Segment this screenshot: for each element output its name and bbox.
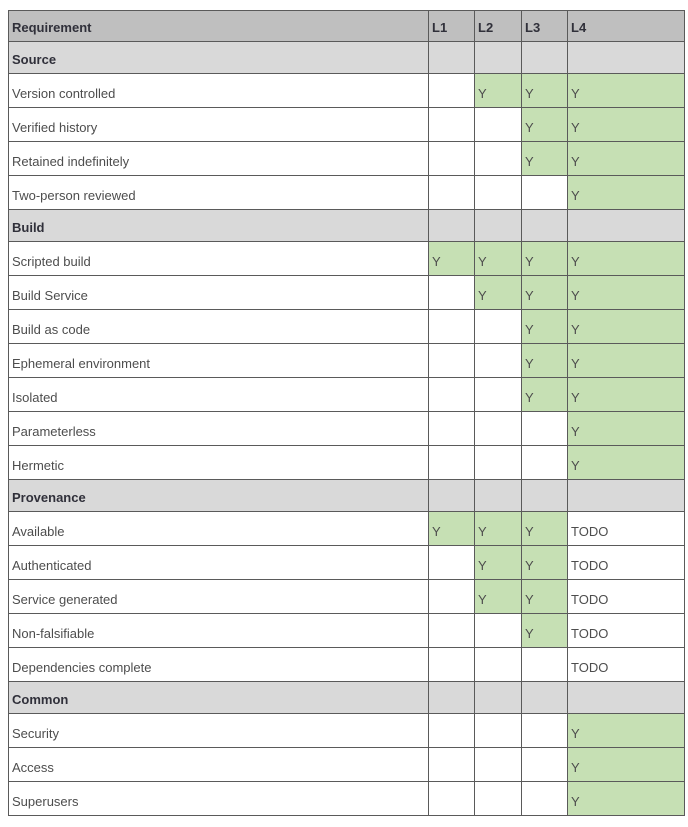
level-cell: Y — [568, 748, 685, 782]
level-cell — [429, 412, 475, 446]
section-label: Common — [9, 682, 429, 714]
section-empty-cell — [475, 480, 522, 512]
requirement-row — [9, 580, 685, 614]
level-cell — [429, 276, 475, 310]
level-cell: Y — [568, 108, 685, 142]
level-cell: Y — [475, 242, 522, 276]
level-cell: Y — [475, 512, 522, 546]
table-header-row — [9, 11, 685, 42]
requirement-row — [9, 344, 685, 378]
requirement-label: Dependencies complete — [9, 648, 429, 682]
section-empty-cell — [522, 480, 568, 512]
level-cell: Y — [522, 108, 568, 142]
requirement-label: Two-person reviewed — [9, 176, 429, 210]
level-cell: Y — [568, 344, 685, 378]
level-cell — [522, 446, 568, 480]
level-cell: Y — [522, 344, 568, 378]
level-cell — [429, 378, 475, 412]
level-cell — [522, 648, 568, 682]
level-cell: Y — [475, 276, 522, 310]
level-cell — [475, 748, 522, 782]
level-cell — [429, 648, 475, 682]
section-label: Build — [9, 210, 429, 242]
requirement-label: Access — [9, 748, 429, 782]
level-cell — [429, 614, 475, 648]
level-cell — [522, 176, 568, 210]
requirement-label: Parameterless — [9, 412, 429, 446]
level-cell — [429, 546, 475, 580]
section-empty-cell — [429, 480, 475, 512]
requirement-label: Isolated — [9, 378, 429, 412]
column-header-l2: L2 — [475, 11, 522, 42]
requirements-table-container — [8, 10, 685, 816]
level-cell: Y — [429, 512, 475, 546]
level-cell: TODO — [568, 580, 685, 614]
level-cell — [475, 108, 522, 142]
level-cell: Y — [522, 74, 568, 108]
level-cell — [475, 378, 522, 412]
level-cell — [475, 782, 522, 816]
level-cell — [429, 344, 475, 378]
level-cell — [522, 748, 568, 782]
level-cell — [475, 648, 522, 682]
section-empty-cell — [475, 682, 522, 714]
section-row-build — [9, 210, 685, 242]
requirement-label: Verified history — [9, 108, 429, 142]
level-cell — [429, 142, 475, 176]
requirement-row — [9, 446, 685, 480]
section-empty-cell — [568, 210, 685, 242]
requirement-label: Version controlled — [9, 74, 429, 108]
requirement-row — [9, 748, 685, 782]
level-cell — [475, 714, 522, 748]
section-empty-cell — [429, 210, 475, 242]
level-cell: Y — [568, 714, 685, 748]
requirement-label: Hermetic — [9, 446, 429, 480]
section-row-provenance — [9, 480, 685, 512]
level-cell: TODO — [568, 648, 685, 682]
requirement-row — [9, 378, 685, 412]
requirement-row — [9, 310, 685, 344]
level-cell: Y — [568, 176, 685, 210]
level-cell — [429, 74, 475, 108]
level-cell — [475, 614, 522, 648]
requirement-label: Build as code — [9, 310, 429, 344]
section-empty-cell — [568, 42, 685, 74]
requirement-label: Scripted build — [9, 242, 429, 276]
level-cell: Y — [522, 276, 568, 310]
section-row-source — [9, 42, 685, 74]
table-body — [9, 42, 685, 816]
level-cell: Y — [522, 142, 568, 176]
requirement-label: Retained indefinitely — [9, 142, 429, 176]
level-cell — [429, 108, 475, 142]
level-cell — [475, 446, 522, 480]
level-cell: Y — [522, 546, 568, 580]
level-cell — [475, 344, 522, 378]
section-empty-cell — [475, 42, 522, 74]
requirement-row — [9, 276, 685, 310]
level-cell: Y — [429, 242, 475, 276]
section-empty-cell — [429, 682, 475, 714]
level-cell — [522, 714, 568, 748]
level-cell: Y — [475, 546, 522, 580]
level-cell: Y — [475, 580, 522, 614]
level-cell — [429, 782, 475, 816]
requirement-row — [9, 74, 685, 108]
level-cell — [522, 412, 568, 446]
level-cell: Y — [568, 74, 685, 108]
level-cell: Y — [522, 512, 568, 546]
requirement-row — [9, 242, 685, 276]
level-cell — [429, 310, 475, 344]
requirement-label: Build Service — [9, 276, 429, 310]
requirement-row — [9, 142, 685, 176]
level-cell — [429, 580, 475, 614]
level-cell: Y — [568, 378, 685, 412]
level-cell: Y — [568, 242, 685, 276]
section-empty-cell — [568, 480, 685, 512]
requirement-row — [9, 648, 685, 682]
requirement-label: Security — [9, 714, 429, 748]
table-header — [9, 11, 685, 42]
section-empty-cell — [429, 42, 475, 74]
section-empty-cell — [475, 210, 522, 242]
requirement-row — [9, 412, 685, 446]
level-cell: TODO — [568, 546, 685, 580]
requirement-label: Authenticated — [9, 546, 429, 580]
section-empty-cell — [522, 682, 568, 714]
level-cell — [475, 142, 522, 176]
level-cell: Y — [568, 412, 685, 446]
level-cell: Y — [522, 580, 568, 614]
requirement-label: Superusers — [9, 782, 429, 816]
requirements-table — [8, 10, 685, 816]
section-empty-cell — [568, 682, 685, 714]
requirement-row — [9, 782, 685, 816]
section-row-common — [9, 682, 685, 714]
level-cell — [522, 782, 568, 816]
level-cell: Y — [522, 310, 568, 344]
requirement-row — [9, 546, 685, 580]
level-cell: Y — [568, 276, 685, 310]
level-cell — [429, 176, 475, 210]
level-cell — [475, 412, 522, 446]
section-label: Provenance — [9, 480, 429, 512]
level-cell: TODO — [568, 512, 685, 546]
section-empty-cell — [522, 42, 568, 74]
level-cell: Y — [568, 142, 685, 176]
level-cell — [429, 748, 475, 782]
requirement-row — [9, 108, 685, 142]
column-header-l1: L1 — [429, 11, 475, 42]
level-cell: Y — [568, 446, 685, 480]
level-cell: Y — [522, 378, 568, 412]
level-cell: Y — [568, 782, 685, 816]
requirement-row — [9, 614, 685, 648]
level-cell: Y — [522, 614, 568, 648]
column-header-requirement: Requirement — [9, 11, 429, 42]
level-cell — [475, 176, 522, 210]
section-empty-cell — [522, 210, 568, 242]
column-header-l3: L3 — [522, 11, 568, 42]
requirement-row — [9, 714, 685, 748]
requirement-label: Service generated — [9, 580, 429, 614]
section-label: Source — [9, 42, 429, 74]
requirement-label: Non-falsifiable — [9, 614, 429, 648]
level-cell — [475, 310, 522, 344]
level-cell: Y — [475, 74, 522, 108]
column-header-l4: L4 — [568, 11, 685, 42]
requirement-row — [9, 176, 685, 210]
requirement-label: Available — [9, 512, 429, 546]
requirement-label: Ephemeral environment — [9, 344, 429, 378]
level-cell — [429, 446, 475, 480]
requirement-row — [9, 512, 685, 546]
level-cell: Y — [522, 242, 568, 276]
level-cell — [429, 714, 475, 748]
level-cell: TODO — [568, 614, 685, 648]
level-cell: Y — [568, 310, 685, 344]
